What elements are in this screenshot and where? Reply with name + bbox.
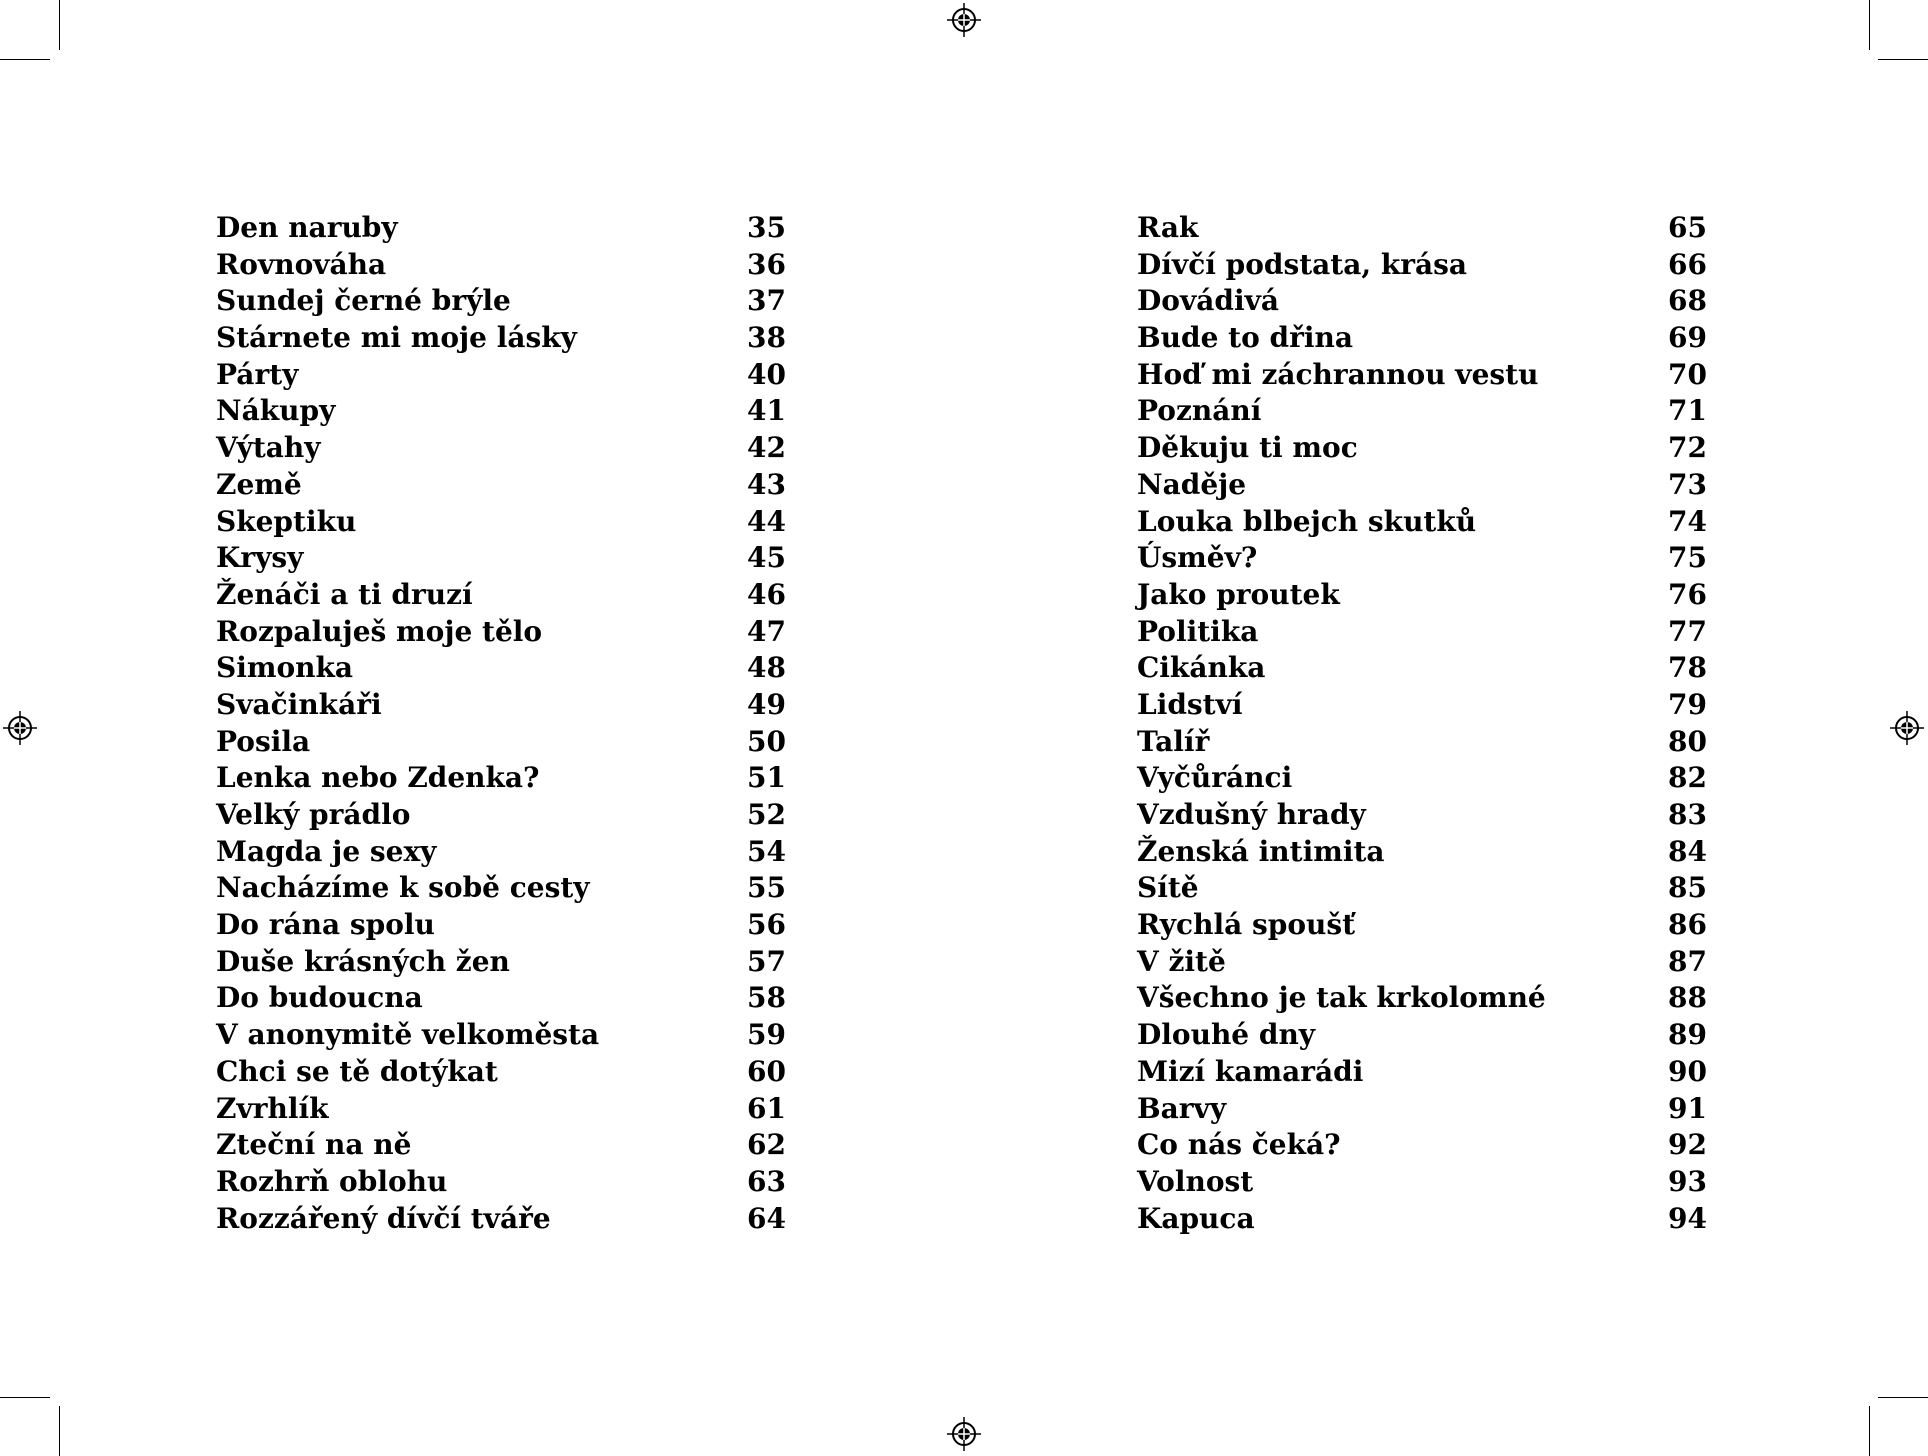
toc-entry-page-number: 90 — [1668, 1054, 1707, 1088]
toc-entry-title: Den naruby — [216, 211, 398, 244]
crop-mark-bottom-right-horizontal — [1878, 1397, 1928, 1398]
toc-entry — [1137, 393, 1707, 430]
toc-entry-page-number: 79 — [1668, 687, 1707, 721]
toc-entry — [1137, 650, 1707, 687]
toc-entry — [216, 320, 786, 357]
toc-entry-title: Jako proutek — [1137, 577, 1340, 611]
toc-entry-page-number: 68 — [1668, 284, 1707, 318]
toc-entry-page-number: 74 — [1668, 504, 1707, 538]
toc-entry-page-number: 86 — [1668, 908, 1707, 942]
toc-entry-page-number: 87 — [1668, 944, 1707, 978]
toc-entry-title: Rozhrň oblohu — [216, 1164, 448, 1198]
toc-entry-title: Poznání — [1137, 394, 1262, 428]
toc-entry-title: Úsměv? — [1137, 541, 1258, 575]
toc-entry-page-number: 56 — [747, 908, 786, 942]
toc-entry-page-number: 60 — [747, 1054, 786, 1088]
toc-entry — [216, 504, 786, 541]
toc-entry — [1137, 283, 1707, 320]
crop-mark-top-right-vertical — [1869, 0, 1870, 50]
toc-entry-page-number: 88 — [1668, 981, 1707, 1015]
toc-entry-page-number: 94 — [1668, 1201, 1707, 1235]
toc-entry — [216, 577, 786, 614]
toc-entry-title: Rozzářený dívčí tváře — [216, 1201, 551, 1235]
toc-entry — [216, 614, 786, 651]
toc-entry-page-number: 48 — [747, 651, 786, 685]
toc-entry-title: Rychlá spoušť — [1137, 908, 1356, 942]
toc-entry-page-number: 69 — [1668, 321, 1707, 355]
toc-entry-page-number: 38 — [747, 321, 786, 355]
toc-entry-title: Magda je sexy — [216, 834, 437, 868]
toc-entry — [216, 357, 786, 394]
toc-entry — [1137, 687, 1707, 724]
crop-mark-bottom-left-horizontal — [0, 1397, 50, 1398]
toc-entry — [216, 907, 786, 944]
toc-entry-title: Naděje — [1137, 467, 1247, 501]
toc-entry — [216, 210, 786, 247]
toc-entry-page-number: 62 — [747, 1128, 786, 1162]
toc-entry-page-number: 43 — [747, 467, 786, 501]
toc-entry-page-number: 66 — [1668, 247, 1707, 281]
toc-entry-page-number: 78 — [1668, 651, 1707, 685]
toc-entry-title: Děkuju ti moc — [1137, 431, 1358, 465]
toc-entry-title: Svačinkáři — [216, 687, 382, 721]
toc-entry-page-number: 57 — [747, 944, 786, 978]
crop-mark-top-left-horizontal — [0, 59, 50, 60]
toc-entry-page-number: 50 — [747, 724, 786, 758]
toc-entry — [1137, 724, 1707, 761]
toc-entry — [1137, 247, 1707, 284]
toc-entry — [216, 980, 786, 1017]
toc-entry — [216, 1091, 786, 1128]
toc-entry-title: Ženská intimita — [1137, 834, 1385, 868]
toc-entry-page-number: 83 — [1668, 798, 1707, 831]
toc-entry-title: Duše krásných žen — [216, 944, 510, 978]
toc-entry — [216, 760, 786, 797]
toc-entry-page-number: 70 — [1668, 357, 1707, 391]
toc-entry-title: Nákupy — [216, 394, 336, 428]
toc-entry-title: Výtahy — [216, 431, 321, 465]
toc-entry-page-number: 73 — [1668, 467, 1707, 501]
crop-mark-bottom-left-vertical — [59, 1406, 60, 1456]
toc-entry — [1137, 577, 1707, 614]
toc-entry-title: Volnost — [1137, 1164, 1254, 1198]
toc-entry-page-number: 63 — [747, 1164, 786, 1198]
toc-entry — [216, 650, 786, 687]
toc-entry-page-number: 37 — [747, 284, 786, 318]
toc-entry-title: Sundej černé brýle — [216, 284, 511, 318]
toc-entry-title: Do rána spolu — [216, 908, 435, 942]
toc-entry — [216, 724, 786, 761]
toc-entry-title: Ženáči a ti druzí — [216, 577, 473, 611]
toc-entry-title: Zteční na ně — [216, 1128, 412, 1162]
toc-entry — [216, 283, 786, 320]
toc-entry-title: Krysy — [216, 541, 304, 575]
registration-mark-top-icon — [947, 3, 981, 37]
toc-entry-title: Hoď mi záchrannou vestu — [1137, 357, 1539, 391]
toc-entry-title: Co nás čeká? — [1137, 1128, 1341, 1162]
toc-entry-page-number: 92 — [1668, 1128, 1707, 1162]
toc-entry-page-number: 40 — [747, 357, 786, 391]
toc-entry-title: Dovádivá — [1137, 284, 1279, 318]
toc-entry — [216, 1017, 786, 1054]
toc-entry-title: Cikánka — [1137, 651, 1266, 685]
toc-entry — [1137, 430, 1707, 467]
toc-entry-title: Lidství — [1137, 687, 1243, 721]
toc-entry — [216, 1054, 786, 1091]
toc-entry-page-number: 82 — [1668, 761, 1707, 795]
toc-entry — [1137, 870, 1707, 907]
registration-mark-bottom-icon — [947, 1417, 981, 1451]
toc-entry-page-number: 89 — [1668, 1018, 1707, 1052]
toc-entry — [1137, 1127, 1707, 1164]
toc-entry-page-number: 64 — [747, 1201, 786, 1235]
toc-entry — [216, 944, 786, 981]
toc-entry-title: Lenka nebo Zdenka? — [216, 761, 540, 795]
toc-entry-page-number: 36 — [747, 247, 786, 281]
toc-entry-title: Stárnete mi moje lásky — [216, 321, 577, 355]
toc-entry — [1137, 540, 1707, 577]
toc-entry-title: Velký prádlo — [216, 798, 411, 831]
toc-entry-title: Bude to dřina — [1137, 321, 1353, 355]
toc-entry — [216, 834, 786, 871]
crop-mark-top-left-vertical — [59, 0, 60, 50]
registration-mark-left-icon — [3, 711, 37, 745]
toc-entry-title: V anonymitě velkoměsta — [216, 1018, 600, 1052]
toc-entry-page-number: 58 — [747, 981, 786, 1015]
toc-entry-page-number: 91 — [1668, 1091, 1707, 1125]
toc-entry — [1137, 357, 1707, 394]
crop-mark-bottom-right-vertical — [1869, 1406, 1870, 1456]
toc-entry — [216, 1164, 786, 1201]
toc-entry — [216, 540, 786, 577]
toc-entry — [1137, 1017, 1707, 1054]
toc-column-right — [1137, 210, 1707, 1237]
toc-entry — [1137, 320, 1707, 357]
toc-entry-title: Kapuca — [1137, 1201, 1255, 1235]
toc-entry-title: Vzdušný hrady — [1137, 798, 1366, 831]
toc-entry — [1137, 1054, 1707, 1091]
toc-entry-page-number: 44 — [747, 504, 786, 538]
toc-entry-title: Vyčůránci — [1137, 761, 1293, 795]
toc-entry-page-number: 54 — [747, 834, 786, 868]
toc-entry-title: Dlouhé dny — [1137, 1018, 1316, 1052]
toc-entry — [216, 393, 786, 430]
toc-entry — [216, 687, 786, 724]
crop-mark-top-right-horizontal — [1878, 59, 1928, 60]
toc-entry — [216, 797, 786, 834]
toc-entry — [216, 1127, 786, 1164]
toc-entry-page-number: 84 — [1668, 834, 1707, 868]
toc-entry-page-number: 76 — [1668, 577, 1707, 611]
toc-entry-title: Chci se tě dotýkat — [216, 1054, 498, 1088]
toc-entry-page-number: 41 — [747, 394, 786, 428]
toc-entry-title: Zvrhlík — [216, 1091, 329, 1125]
toc-entry-title: Talíř — [1137, 724, 1210, 758]
toc-entry-title: Simonka — [216, 651, 354, 685]
toc-entry-page-number: 55 — [747, 871, 786, 905]
toc-entry-page-number: 59 — [747, 1018, 786, 1052]
toc-entry-page-number: 65 — [1668, 211, 1707, 244]
toc-entry-title: Dívčí podstata, krása — [1137, 247, 1468, 281]
toc-entry-title: Sítě — [1137, 871, 1199, 905]
toc-entry-page-number: 61 — [747, 1091, 786, 1125]
toc-entry — [1137, 834, 1707, 871]
toc-entry — [1137, 504, 1707, 541]
toc-entry-title: Země — [216, 467, 302, 501]
toc-entry-page-number: 75 — [1668, 541, 1707, 575]
toc-entry-title: Posila — [216, 724, 311, 758]
toc-entry-title: Politika — [1137, 614, 1259, 648]
toc-entry-title: Barvy — [1137, 1091, 1227, 1125]
toc-entry-page-number: 71 — [1668, 394, 1707, 428]
toc-entry — [1137, 614, 1707, 651]
toc-entry-title: Párty — [216, 357, 299, 391]
toc-entry — [1137, 760, 1707, 797]
toc-column-left — [216, 210, 786, 1237]
toc-entry-page-number: 35 — [747, 211, 786, 244]
toc-entry — [216, 467, 786, 504]
toc-entry — [1137, 467, 1707, 504]
toc-entry — [1137, 1091, 1707, 1128]
toc-entry — [1137, 797, 1707, 834]
toc-entry-title: Všechno je tak krkolomné — [1137, 981, 1546, 1015]
toc-entry — [1137, 907, 1707, 944]
toc-entry — [216, 430, 786, 467]
toc-entry-page-number: 77 — [1668, 614, 1707, 648]
toc-entry-title: Do budoucna — [216, 981, 423, 1015]
toc-entry-title: Rak — [1137, 211, 1199, 244]
toc-entry-page-number: 93 — [1668, 1164, 1707, 1198]
toc-entry-page-number: 52 — [747, 798, 786, 831]
toc-entry — [216, 247, 786, 284]
toc-entry — [1137, 1164, 1707, 1201]
toc-entry-page-number: 42 — [747, 431, 786, 465]
toc-entry-title: V žitě — [1137, 944, 1226, 978]
toc-entry — [1137, 980, 1707, 1017]
toc-entry-title: Nacházíme k sobě cesty — [216, 871, 590, 905]
toc-entry-page-number: 51 — [747, 761, 786, 795]
toc-entry-page-number: 49 — [747, 687, 786, 721]
toc-entry — [216, 1201, 786, 1238]
toc-entry-page-number: 72 — [1668, 431, 1707, 465]
toc-entry-page-number: 45 — [747, 541, 786, 575]
toc-entry — [1137, 210, 1707, 247]
toc-entry-title: Louka blbejch skutků — [1137, 504, 1477, 538]
toc-entry-title: Skeptiku — [216, 504, 357, 538]
toc-entry-title: Rovnováha — [216, 247, 387, 281]
toc-entry-page-number: 46 — [747, 577, 786, 611]
toc-entry — [216, 870, 786, 907]
toc-entry-page-number: 80 — [1668, 724, 1707, 758]
toc-entry-title: Mizí kamarádi — [1137, 1054, 1364, 1088]
toc-entry-page-number: 47 — [747, 614, 786, 648]
toc-entry — [1137, 944, 1707, 981]
registration-mark-right-icon — [1890, 711, 1924, 745]
toc-entry-title: Rozpaluješ moje tělo — [216, 614, 543, 648]
toc-entry-page-number: 85 — [1668, 871, 1707, 905]
toc-entry — [1137, 1201, 1707, 1238]
